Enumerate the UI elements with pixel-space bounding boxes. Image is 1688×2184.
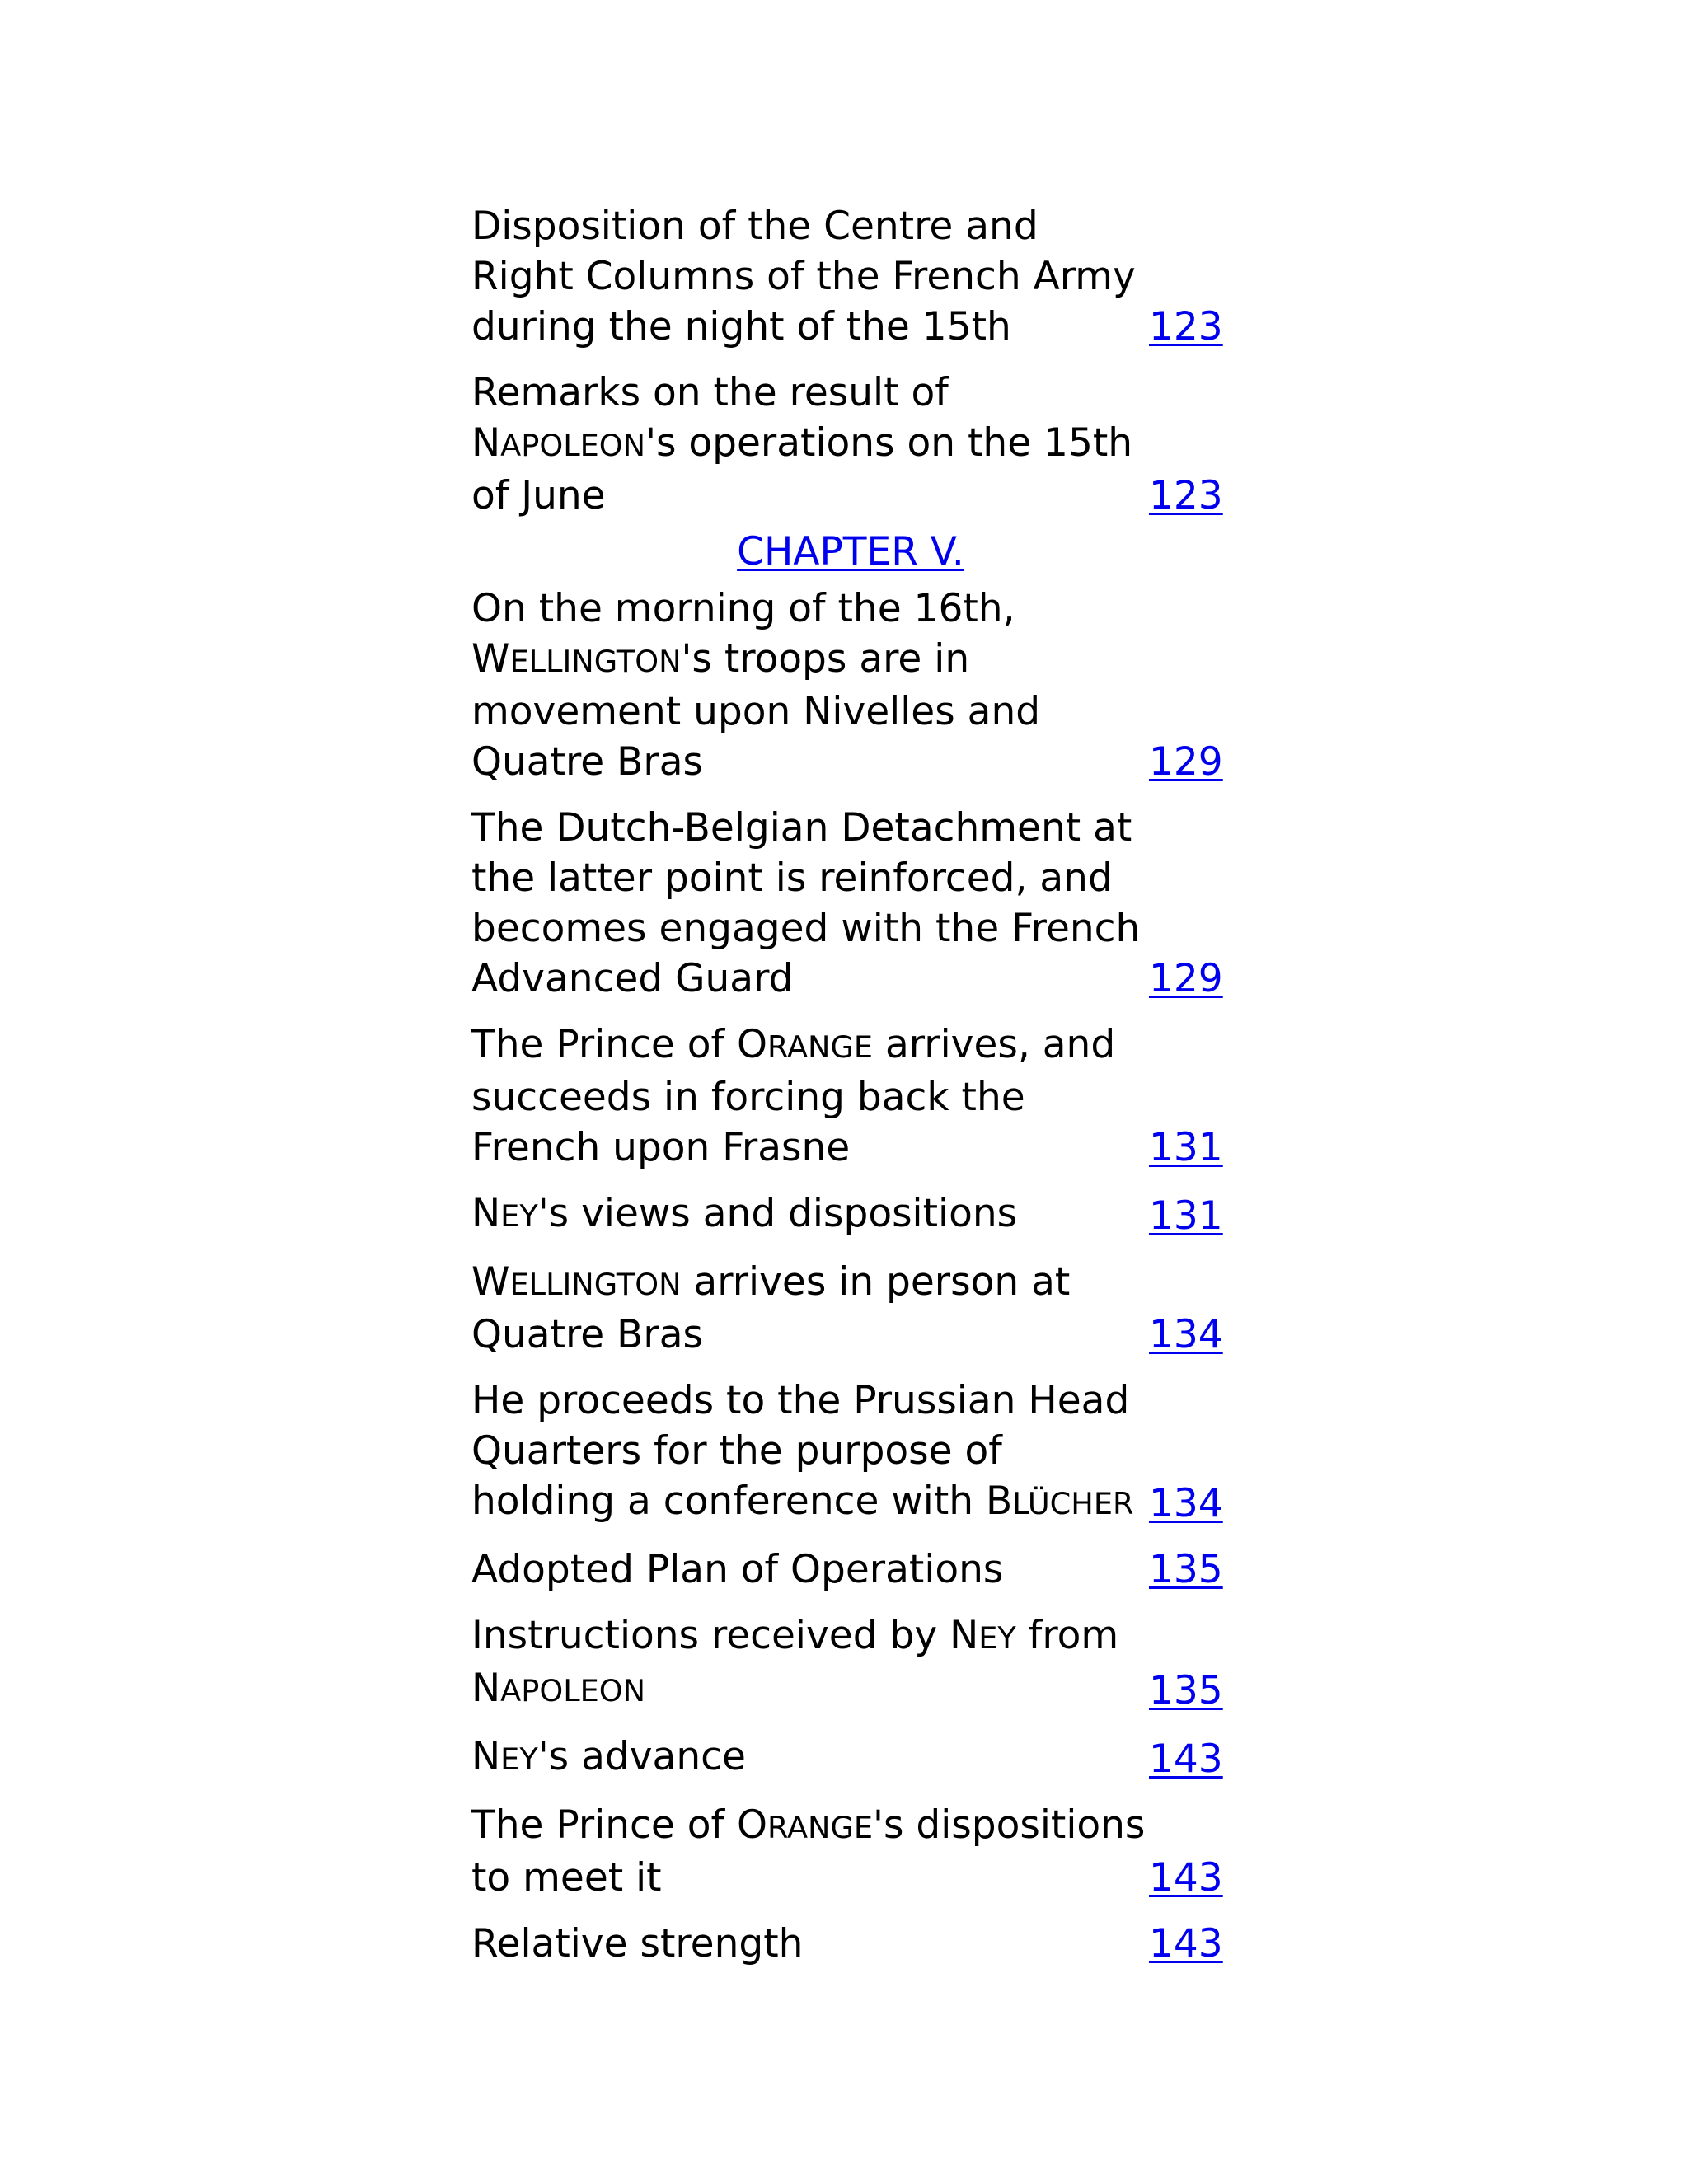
toc-entry [471,1919,1230,1969]
page-number-link[interactable]: 143 [1149,1855,1223,1900]
toc-entry [471,1800,1230,1903]
toc-entry-description: WELLINGTON arrives in person at Quatre Bras [471,1259,1071,1357]
page-number-link[interactable]: 123 [1149,473,1223,518]
small-caps-name: NEY [471,1191,538,1236]
toc-entry-description: Instructions received by NEY from NAPOLEON [471,1613,1119,1711]
toc-entry-description: On the morning of the 16th, WELLINGTON's troops are in movement upon Nivelles and Quatre Bras [471,586,1041,785]
page-number-link[interactable]: 129 [1149,739,1223,785]
toc-entry [471,368,1230,521]
toc-entry [471,1019,1230,1173]
toc-entry [471,803,1230,1004]
toc-entry-description: The Dutch-Belgian Detachment at the latter point is reinforced, and becomes engaged with the French Advanced Guard [471,805,1141,1001]
toc-entry-description: NEY's advance [471,1734,746,1779]
toc-entry [471,1544,1230,1595]
small-caps-name: NAPOLEON [471,1666,646,1711]
toc-entries-after [471,583,1230,1969]
small-caps-name: ORANGE [736,1022,874,1067]
toc-entry-description: He proceeds to the Prussian Head Quarters for the purpose of holding a conference with BLÜCHER [471,1378,1134,1524]
page-number-link[interactable]: 129 [1149,956,1223,1001]
toc-entry-description: NEY's views and dispositions [471,1191,1018,1236]
chapter-link[interactable]: CHAPTER V. [737,529,964,574]
chapter-heading [471,527,1230,577]
table-of-contents [471,201,1230,1985]
small-caps-name: ORANGE [736,1802,874,1848]
toc-entry [471,1257,1230,1360]
toc-entries-before [471,201,1230,521]
toc-entry-description: Adopted Plan of Operations [471,1547,1004,1592]
small-caps-name: WELLINGTON [471,1259,682,1305]
page-number-link[interactable]: 134 [1149,1481,1223,1526]
toc-entry [471,1188,1230,1241]
page-number-link[interactable]: 131 [1149,1125,1223,1170]
toc-entry [471,1732,1230,1784]
toc-entry-description: Disposition of the Centre and Right Columns of the French Army during the night of the 15th [471,204,1136,349]
small-caps-name: NAPOLEON [471,420,646,466]
toc-entry-description: The Prince of ORANGE arrives, and succeeds in forcing back the French upon Frasne [471,1022,1116,1170]
small-caps-name: NEY [950,1613,1016,1658]
page-number-link[interactable]: 123 [1149,304,1223,349]
page-number-link[interactable]: 135 [1149,1547,1223,1592]
small-caps-name: BLÜCHER [986,1479,1134,1524]
toc-entry-description: Remarks on the result of NAPOLEON's operations on the 15th of June [471,370,1133,518]
toc-entry [471,1376,1230,1529]
toc-entry [471,583,1230,787]
toc-entry-description: The Prince of ORANGE's dispositions to meet it [471,1802,1146,1900]
page-number-link[interactable]: 131 [1149,1193,1223,1239]
small-caps-name: NEY [471,1734,538,1779]
page-number-link[interactable]: 143 [1149,1736,1223,1782]
page-number-link[interactable]: 134 [1149,1312,1223,1357]
toc-entry [471,201,1230,352]
toc-entry [471,1610,1230,1716]
page-number-link[interactable]: 135 [1149,1668,1223,1713]
toc-entry-description: Relative strength [471,1921,804,1966]
page-number-link[interactable]: 143 [1149,1921,1223,1966]
small-caps-name: WELLINGTON [471,636,682,682]
